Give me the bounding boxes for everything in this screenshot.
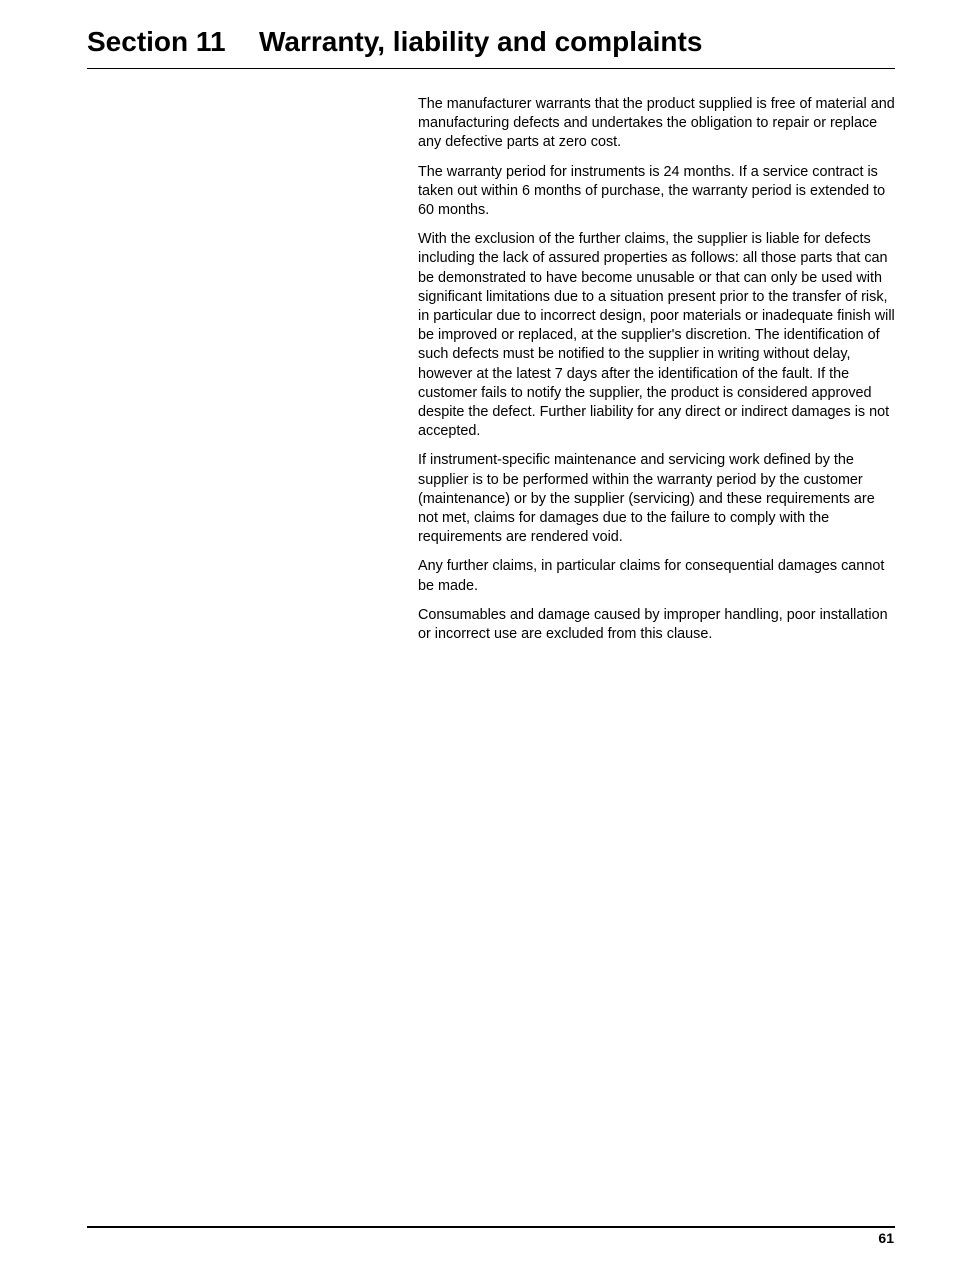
page-header [87,24,895,60]
paragraph-liability: With the exclusion of the further claims, the supplier is liable for defects including the lack of assured properties as follows: all those parts that can be demonstrated to have become unusable or that can only be used with significant limitations due to a situation present prior to the transfer of risk, in particular due to incorrect design, poor materials or inadequate finish will be improved or replaced, at the supplier's discretion. The identification of such defects must be notified to the supplier in writing without delay, however at the latest 7 days after the identification of the fault. If the customer fails to notify the supplier, the product is considered approved despite the defect. Further liability for any direct or indirect damages is not accepted. [418,231,895,440]
section-title-text: Warranty, liability and complaints [259,26,703,57]
section-number: Section 11 [87,26,226,57]
page-title [87,24,895,60]
paragraph-consumables: Consumables and damage caused by improper handling, poor installation or incorrect use are excluded from this clause. [418,606,888,643]
paragraph-warranty-period: The warranty period for instruments is 24 months. If a service contract is taken out within 6 months of purchase, the warranty period is extended to 60 months. [418,163,886,219]
header-divider [87,68,895,69]
paragraph-further-claims: Any further claims, in particular claims for consequential damages cannot be made. [418,558,885,594]
body-text [418,95,896,654]
paragraph-maintenance: If instrument-specific maintenance and servicing work defined by the supplier is to be performed within the warranty period by the customer (maintenance) or by the supplier (servicing) and these requirements are not met, claims for damages due to the failure to comply with the requirements are rendered void. [418,452,875,546]
paragraph-warranty-intro: The manufacturer warrants that the product supplied is free of material and manufacturing defects and undertakes the obligation to repair or replace any defective parts at zero cost. [418,96,895,151]
page-number: 61 [878,1230,894,1246]
footer-divider [87,1226,895,1228]
